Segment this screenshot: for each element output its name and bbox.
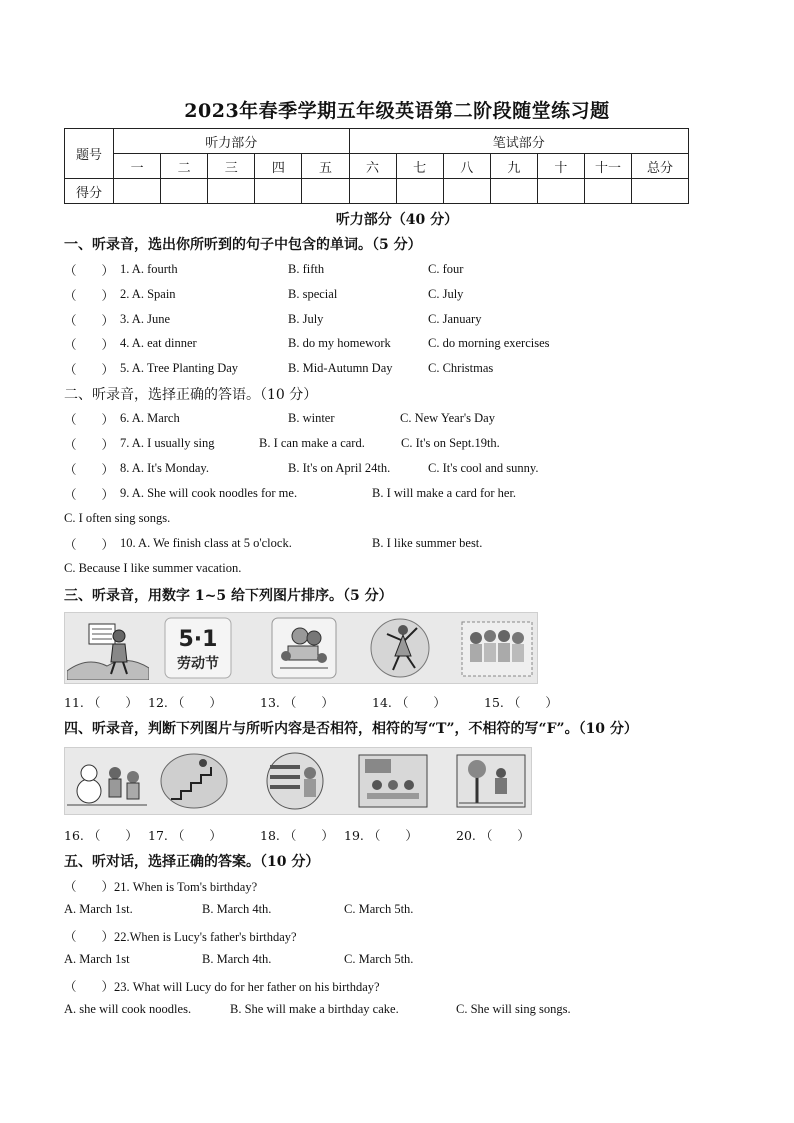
col-11: 十一 xyxy=(584,154,631,179)
option-b: B. July xyxy=(288,312,324,326)
score-cell[interactable] xyxy=(490,179,537,204)
option-b: B. March 4th. xyxy=(202,952,272,966)
col-10: 十 xyxy=(537,154,584,179)
option-a: 10. A. We finish class at 5 o'clock. xyxy=(120,536,292,550)
judge-blank-19[interactable]: 19. （ ） xyxy=(344,828,418,843)
section2-heading: 二、听录音，选择正确的答语。（10 分） xyxy=(64,387,318,403)
option-c: C. Christmas xyxy=(428,361,494,375)
option-c: C. March 5th. xyxy=(344,952,414,966)
col-total: 总分 xyxy=(632,154,689,179)
option-a: 4. A. eat dinner xyxy=(120,336,197,350)
score-cell[interactable] xyxy=(584,179,631,204)
section5-heading: 五、听对话，选择正确的答案。（10 分） xyxy=(64,854,320,870)
judge-blank-17[interactable]: 17. （ ） xyxy=(148,828,222,843)
section4-heading: 四、听录音，判断下列图片与所听内容是否相符，相符的写“T”，不相符的写“F”。（10 分） xyxy=(64,721,638,737)
option-c: C. January xyxy=(428,312,482,326)
score-cell[interactable] xyxy=(114,179,161,204)
section1-heading: 一、听录音，选出你所听到的句子中包含的单词。（5 分） xyxy=(64,237,422,253)
order-blank-13[interactable]: 13. （ ） xyxy=(260,695,334,710)
option-b: B. March 4th. xyxy=(202,902,272,916)
option-a: 6. A. March xyxy=(120,411,180,425)
score-cell[interactable] xyxy=(396,179,443,204)
option-a: 9. A. She will cook noodles for me. xyxy=(120,486,298,500)
order-blank-15[interactable]: 15. （ ） xyxy=(484,695,558,710)
option-a: 2. A. Spain xyxy=(120,287,176,301)
col-8: 八 xyxy=(443,154,490,179)
girl-dancing-icon xyxy=(365,616,435,680)
classroom-icon xyxy=(357,751,429,811)
question-22: （ ）22.When is Lucy's father's birthday? xyxy=(64,930,297,944)
order-blank-12[interactable]: 12. （ ） xyxy=(148,695,222,710)
option-b: B. fifth xyxy=(288,262,325,276)
option-b: B. I can make a card. xyxy=(259,436,365,450)
score-cell[interactable] xyxy=(161,179,208,204)
option-a: 1. A. fourth xyxy=(120,262,178,276)
option-c: C. July xyxy=(428,287,464,301)
score-cell[interactable] xyxy=(632,179,689,204)
option-b: B. do my homework xyxy=(288,336,391,350)
listening-header: 听力部分（40 分） xyxy=(335,212,459,228)
answer-blank[interactable]: （ ） xyxy=(64,337,115,352)
option-a: A. March 1st. xyxy=(64,902,133,916)
option-b: B. I will make a card for her. xyxy=(372,486,517,500)
kids-playing-icon xyxy=(270,616,338,680)
answer-blank[interactable]: （ ） xyxy=(64,412,115,427)
option-c: C. four xyxy=(428,262,464,276)
col-5: 五 xyxy=(302,154,349,179)
option-b: B. special xyxy=(288,287,338,301)
answer-blank[interactable]: （ ） xyxy=(64,462,115,477)
option-a: A. she will cook noodles. xyxy=(64,1002,192,1016)
score-cell[interactable] xyxy=(255,179,302,204)
written-part-label: 笔试部分 xyxy=(349,129,688,154)
score-cell[interactable] xyxy=(537,179,584,204)
score-table xyxy=(64,128,689,204)
option-c: C. She will sing songs. xyxy=(456,1002,571,1016)
score-cell[interactable] xyxy=(208,179,255,204)
col-9: 九 xyxy=(490,154,537,179)
tree-planting-icon xyxy=(455,751,527,811)
option-c: C. It's cool and sunny. xyxy=(428,461,539,475)
option-a: 5. A. Tree Planting Day xyxy=(120,361,239,375)
boy-reading-icon xyxy=(67,616,149,680)
option-c: C. do morning exercises xyxy=(428,336,550,350)
answer-blank[interactable]: （ ） xyxy=(64,362,115,377)
section3-heading: 三、听录音，用数字 1~5 给下列图片排序。（5 分） xyxy=(64,588,393,604)
option-b: B. It's on April 24th. xyxy=(288,461,391,475)
order-blank-14[interactable]: 14. （ ） xyxy=(372,695,446,710)
judge-blank-18[interactable]: 18. （ ） xyxy=(260,828,334,843)
defen-label: 得分 xyxy=(65,179,114,204)
option-b: B. She will make a birthday cake. xyxy=(230,1002,399,1016)
score-cell[interactable] xyxy=(302,179,349,204)
col-1: 一 xyxy=(114,154,161,179)
answer-blank[interactable]: （ ） xyxy=(64,537,115,552)
option-c: C. It's on Sept.19th. xyxy=(401,436,500,450)
col-3: 三 xyxy=(208,154,255,179)
judge-blank-16[interactable]: 16. （ ） xyxy=(64,828,138,843)
judge-blank-20[interactable]: 20. （ ） xyxy=(456,828,530,843)
may-day-number: 5·1 xyxy=(178,627,218,652)
supermarket-icon xyxy=(260,751,330,811)
answer-blank[interactable]: （ ） xyxy=(64,263,115,278)
score-cell[interactable] xyxy=(349,179,396,204)
page-title: 2023年春季学期五年级英语第二阶段随堂练习题 xyxy=(184,100,610,122)
col-7: 七 xyxy=(396,154,443,179)
question-21: （ ）21. When is Tom's birthday? xyxy=(64,880,258,894)
may-day-icon xyxy=(163,616,233,680)
option-a: 7. A. I usually sing xyxy=(120,436,215,450)
option-b: B. Mid-Autumn Day xyxy=(288,361,393,375)
option-c: C. March 5th. xyxy=(344,902,414,916)
option-b: B. I like summer best. xyxy=(372,536,483,550)
answer-blank[interactable]: （ ） xyxy=(64,288,115,303)
option-c: C. Because I like summer vacation. xyxy=(64,561,242,575)
answer-blank[interactable]: （ ） xyxy=(64,437,115,452)
option-b: B. winter xyxy=(288,411,335,425)
question-23: （ ）23. What will Lucy do for her father on his birthday? xyxy=(64,980,380,994)
section3-picture-strip xyxy=(64,612,538,684)
option-a: A. March 1st xyxy=(64,952,130,966)
score-cell[interactable] xyxy=(443,179,490,204)
answer-blank[interactable]: （ ） xyxy=(64,487,115,502)
tihao-label: 题号 xyxy=(65,129,114,179)
option-a: 3. A. June xyxy=(120,312,170,326)
col-4: 四 xyxy=(255,154,302,179)
group-photo-icon xyxy=(460,616,534,680)
option-c: C. I often sing songs. xyxy=(64,511,171,525)
order-blank-11[interactable]: 11. （ ） xyxy=(64,695,138,710)
may-day-label: 劳动节 xyxy=(177,656,219,672)
answer-blank[interactable]: （ ） xyxy=(64,313,115,328)
option-a: 8. A. It's Monday. xyxy=(120,461,209,475)
stairs-icon xyxy=(159,751,229,811)
snowman-kids-icon xyxy=(67,751,147,811)
section4-picture-strip xyxy=(64,747,532,815)
option-c: C. New Year's Day xyxy=(400,411,495,425)
col-6: 六 xyxy=(349,154,396,179)
listening-part-label: 听力部分 xyxy=(114,129,349,154)
col-2: 二 xyxy=(161,154,208,179)
